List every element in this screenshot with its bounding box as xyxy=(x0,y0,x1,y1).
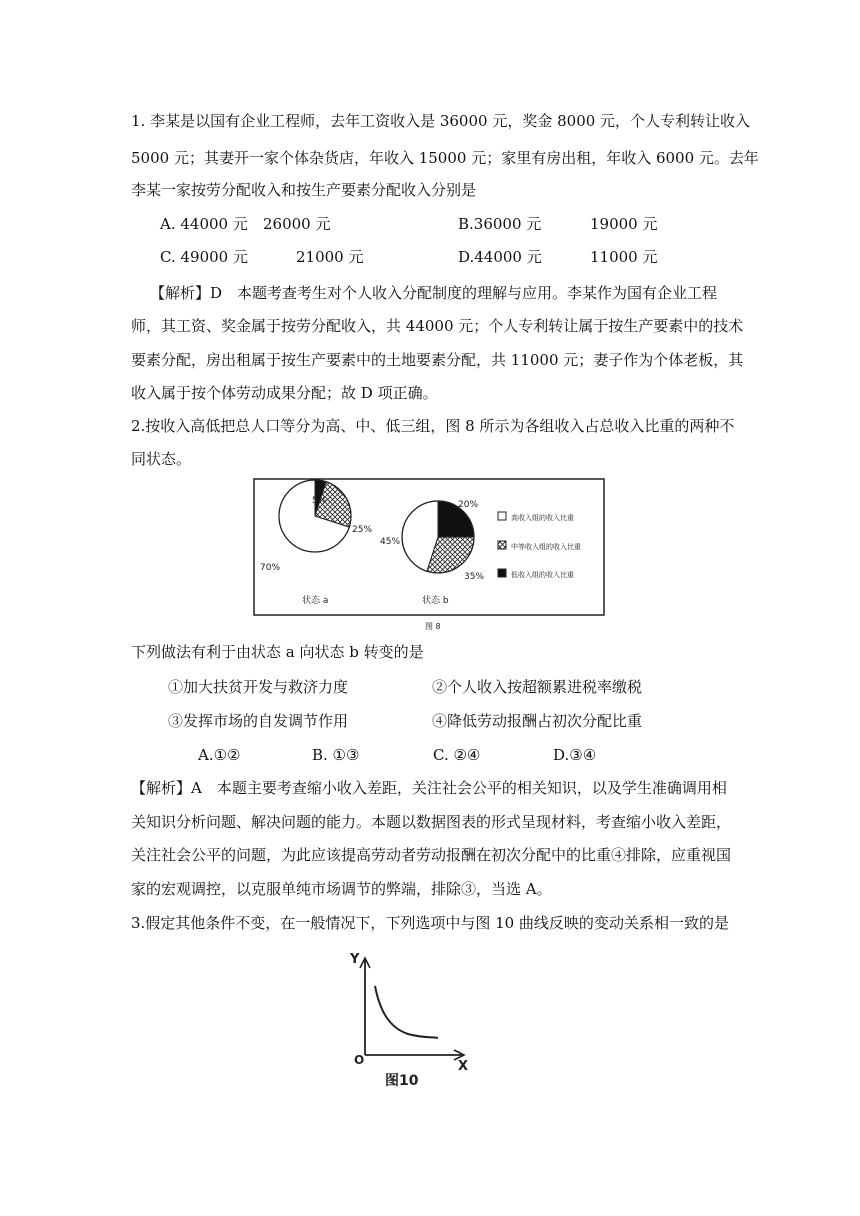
q1-option-d-1: D.44000 元 xyxy=(458,248,542,266)
q2-analysis-line-1: 【解析】A 本题主要考查缩小收入差距，关注社会公平的相关知识，以及学生准确调用相 xyxy=(131,779,727,797)
pie-a-label-25: 25% xyxy=(352,525,373,535)
pie-b xyxy=(402,501,474,573)
curve-figure-10 xyxy=(330,950,480,1095)
q1-analysis-line-1: 【解析】D 本题考查考生对个人收入分配制度的理解与应用。李某作为国有企业工程 xyxy=(150,284,718,302)
q1-analysis-line-3: 要素分配，房出租属于按生产要素中的土地要素分配，共 11000 元；妻子作为个体老板，其 xyxy=(131,351,744,369)
x-axis-label: X xyxy=(458,1059,469,1074)
q1-option-d-2: 11000 元 xyxy=(590,248,658,266)
y-axis-label: Y xyxy=(350,952,360,967)
q2-analysis-line-3: 关注社会公平的问题，为此应该提高劳动者劳动报酬在初次分配中的比重④排除，应重视国 xyxy=(131,846,732,864)
q1-option-b-1: B.36000 元 xyxy=(458,215,542,233)
income-pie-figure xyxy=(250,477,610,637)
figure-8-caption: 图 8 xyxy=(425,622,441,631)
q1-analysis-line-2: 师，其工资、奖金属于按劳分配收入，共 44000 元；个人专利转让属于按生产要素中的技术 xyxy=(131,317,744,335)
figure-10-caption: 图10 xyxy=(385,1073,419,1089)
pie-a-label-5: 5% xyxy=(312,496,327,506)
q2-option-a: A.①② xyxy=(198,746,241,764)
pie-b-caption: 状态 b xyxy=(422,596,449,606)
q1-line-3: 李某一家按劳分配收入和按生产要素分配收入分别是 xyxy=(131,181,477,199)
q2-option-c: C. ②④ xyxy=(433,746,481,764)
q2-line-1: 2.按收入高低把总人口等分为高、中、低三组，图 8 所示为各组收入占总收入比重的两种不 xyxy=(131,417,735,435)
pie-a-caption: 状态 a xyxy=(302,596,329,606)
q2-item-1: ①加大扶贫开发与救济力度 xyxy=(168,678,349,696)
q2-prompt: 下列做法有利于由状态 a 向状态 b 转变的是 xyxy=(131,643,424,661)
pie-a-label-70: 70% xyxy=(260,563,281,573)
q2-line-2: 同状态。 xyxy=(131,450,192,468)
q1-option-a-2: 26000 元 xyxy=(263,215,331,233)
legend-mid-swatch xyxy=(498,541,506,549)
pie-a xyxy=(279,480,351,552)
q2-option-d: D.③④ xyxy=(553,746,597,764)
pie-b-label-35: 35% xyxy=(464,572,485,582)
legend-low-label: 低收入组的收入比重 xyxy=(511,571,574,579)
legend-mid-label: 中等收入组的收入比重 xyxy=(511,543,581,551)
q2-item-2: ②个人收入按超额累进税率缴税 xyxy=(432,678,643,696)
q1-analysis-line-4: 收入属于按个体劳动成果分配；故 D 项正确。 xyxy=(131,384,438,402)
q1-line-1: 1. 李某是以国有企业工程师，去年工资收入是 36000 元，奖金 8000 元，个人专利转让收入 xyxy=(131,112,751,130)
q2-analysis-line-2: 关知识分析问题、解决问题的能力。本题以数据图表的形式呈现材料，考查缩小收入差距， xyxy=(131,813,732,831)
q3-line-1: 3.假定其他条件不变，在一般情况下，下列选项中与图 10 曲线反映的变动关系相一致的是 xyxy=(131,914,729,932)
q1-option-c-2: 21000 元 xyxy=(296,248,364,266)
q2-item-4: ④降低劳动报酬占初次分配比重 xyxy=(432,712,643,730)
q1-option-b-2: 19000 元 xyxy=(590,215,658,233)
legend-low-swatch xyxy=(498,569,506,577)
q2-option-b: B. ①③ xyxy=(312,746,360,764)
q1-option-c-1: C. 49000 元 xyxy=(160,248,248,266)
q2-item-3: ③发挥市场的自发调节作用 xyxy=(168,712,349,730)
pie-b-label-45: 45% xyxy=(380,537,401,547)
pie-b-label-20: 20% xyxy=(458,500,479,510)
q2-analysis-line-4: 家的宏观调控，以克服单纯市场调节的弊端，排除③，当选 A。 xyxy=(131,880,552,898)
legend-high-swatch xyxy=(498,512,506,520)
origin-label: O xyxy=(354,1053,365,1067)
q1-line-2: 5000 元；其妻开一家个体杂货店，年收入 15000 元；家里有房出租，年收入 6000 元。去年 xyxy=(131,149,759,167)
decreasing-curve xyxy=(375,986,438,1038)
q1-option-a-1: A. 44000 元 xyxy=(160,215,248,233)
legend-high-label: 高收入组的收入比重 xyxy=(511,514,574,522)
